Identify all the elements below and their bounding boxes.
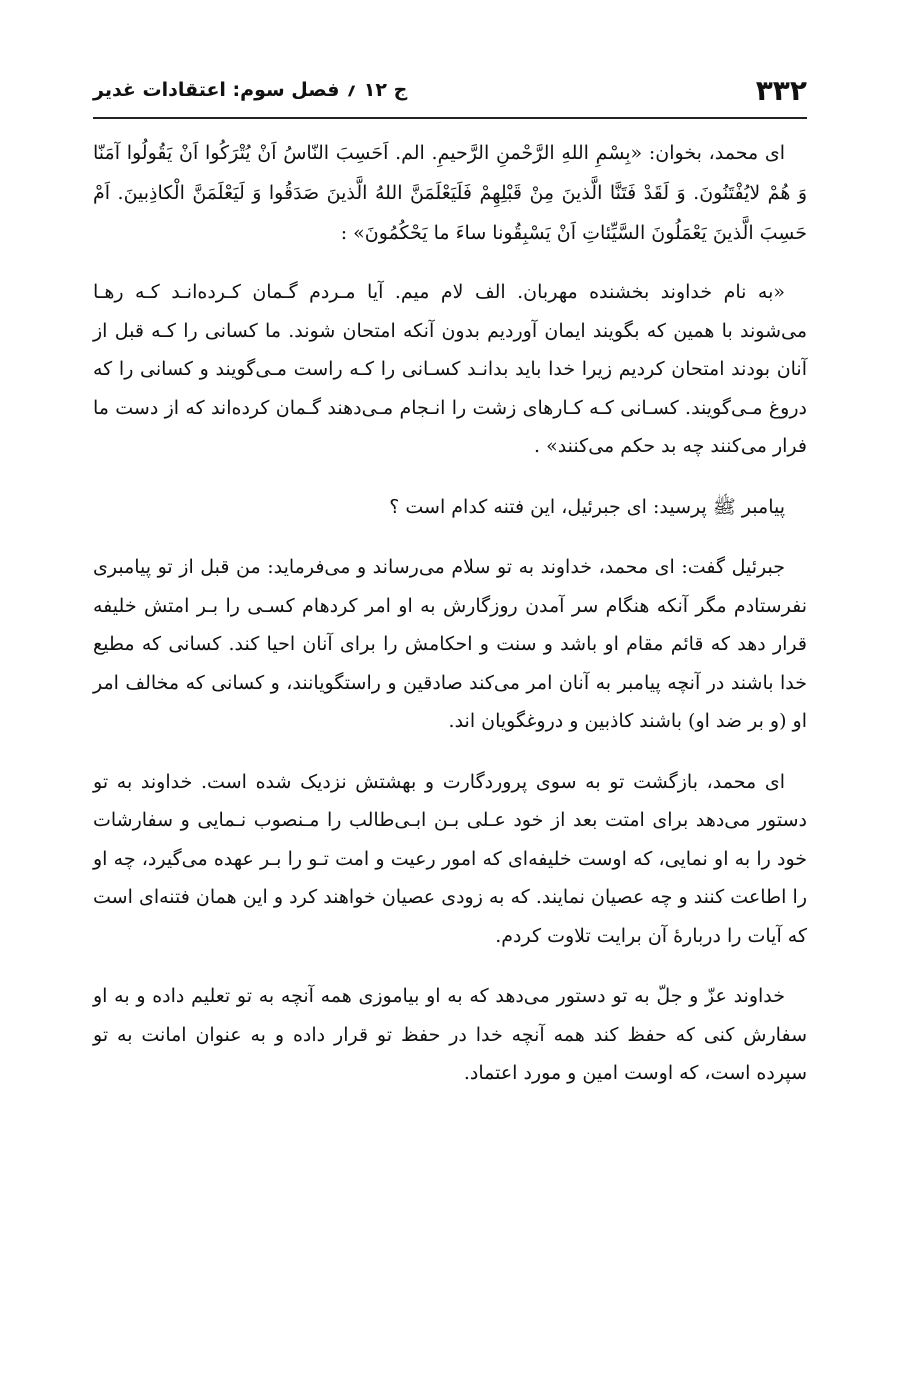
paragraph-gabriel-answer: جبرئیل گفت: ای محمد، خداوند به تو سلام می‌رساند و می‌فرماید: من قبل از تو پیامبری نفرستادم مگر آنکه هنگام سر آمدن روزگارش به او امر کردهام کسـی را بـر امتش خلیفه قرار دهد که قائم مقام او باشد و سنت و احکامش را برای آنان احیا کند. کسانی که مطیع خدا باشند در آنچه پیامبر به آنان امر می‌کند صادقین و راستگویانند، و کسانی که مخالف امر او (و بر ضد او) باشند کاذبین و دروغگویان اند. — [93, 556, 807, 732]
paragraph-succession: ای محمد، بازگشت تو به سوی پروردگارت و بهشتش نزدیک شده است. خداوند به تو دستور می‌دهد برای امتت بعد از خود عـلی بـن ابـی‌طالب را مـنصوب نـمایی و سفارشات خود را به او نمایی، که اوست خلیفه‌ای که امور رعیت و امت تـو را بـر عهده می‌گیرد، چه او را اطاعت کنند و چه عصیان نمایند. که به زودی عصیان خواهند کرد و این همان فتنه‌ای است که آیات را دربارهٔ آن برایت تلاوت کردم. — [93, 770, 807, 947]
paragraph-quran-recitation — [93, 133, 807, 253]
paragraph-command: خداوند عزّ و جلّ به تو دستور می‌دهد که به او بیاموزی همه آنچه به تو تعلیم داده و به او سفارش کنی که حفظ کند همه آنچه خدا در حفظ تو قرار داده و به عنوان امانت به تو سپرده است، که اوست امین و مورد اعتماد. — [93, 985, 807, 1084]
header-divider — [93, 117, 807, 119]
paragraph-intro: ای محمد، بخوان: — [642, 142, 786, 164]
paragraph-suffix: : — [340, 222, 354, 244]
running-title: ج ۱۲ ؍ فصل سوم: اعتقادات غدیر — [93, 79, 408, 101]
quran-verse: «بِسْمِ اللهِ الرَّحْمنِ الرَّحیمِ. الم. اَحَسِبَ النّاسُ اَنْ یُتْرَکُوا اَنْ یَقُولُوا آمَنّا وَ هُمْ لایُفْتَنُونَ. وَ لَقَدْ فَتَنَّا الَّذینَ مِنْ قَبْلِهِمْ فَلَیَعْلَمَنَّ اللهُ الَّذینَ صَدَقُوا وَ لَیَعْلَمَنَّ الْکاذِبینَ. اَمْ حَسِبَ الَّذینَ یَعْمَلُونَ السَّیِّئاتِ اَنْ یَسْبِقُونا ساءَ ما یَحْکُمُونَ» — [93, 142, 807, 244]
page-number: ۳۳۲ — [755, 73, 807, 107]
page-header — [93, 66, 807, 114]
page-body — [93, 133, 807, 1115]
paragraph-question: پیامبر ﷺ پرسید: ای جبرئیل، این فتنه کدام است ؟ — [389, 495, 785, 518]
paragraph-translation: «به نام خداوند بخشنده مهربان. الف لام میم. آیا مـردم گـمان کـرده‌انـد کـه رهـا می‌شوند با همین که بگویند ایمان آوردیم بدون آنکه امتحان شوند. ما کسانی را کـه قبل از آنان بودند امتحان کردیم زیرا خدا باید بدانـد کسـانی را کـه راست مـی‌گویند و کسانی را که دروغ مـی‌گویند. کسـانی کـه کـارهای زشت را انـجام مـی‌دهند گـمان کرده‌اند که از دست ما فرار می‌کنند چه بد حکم می‌کنند» . — [93, 281, 807, 457]
